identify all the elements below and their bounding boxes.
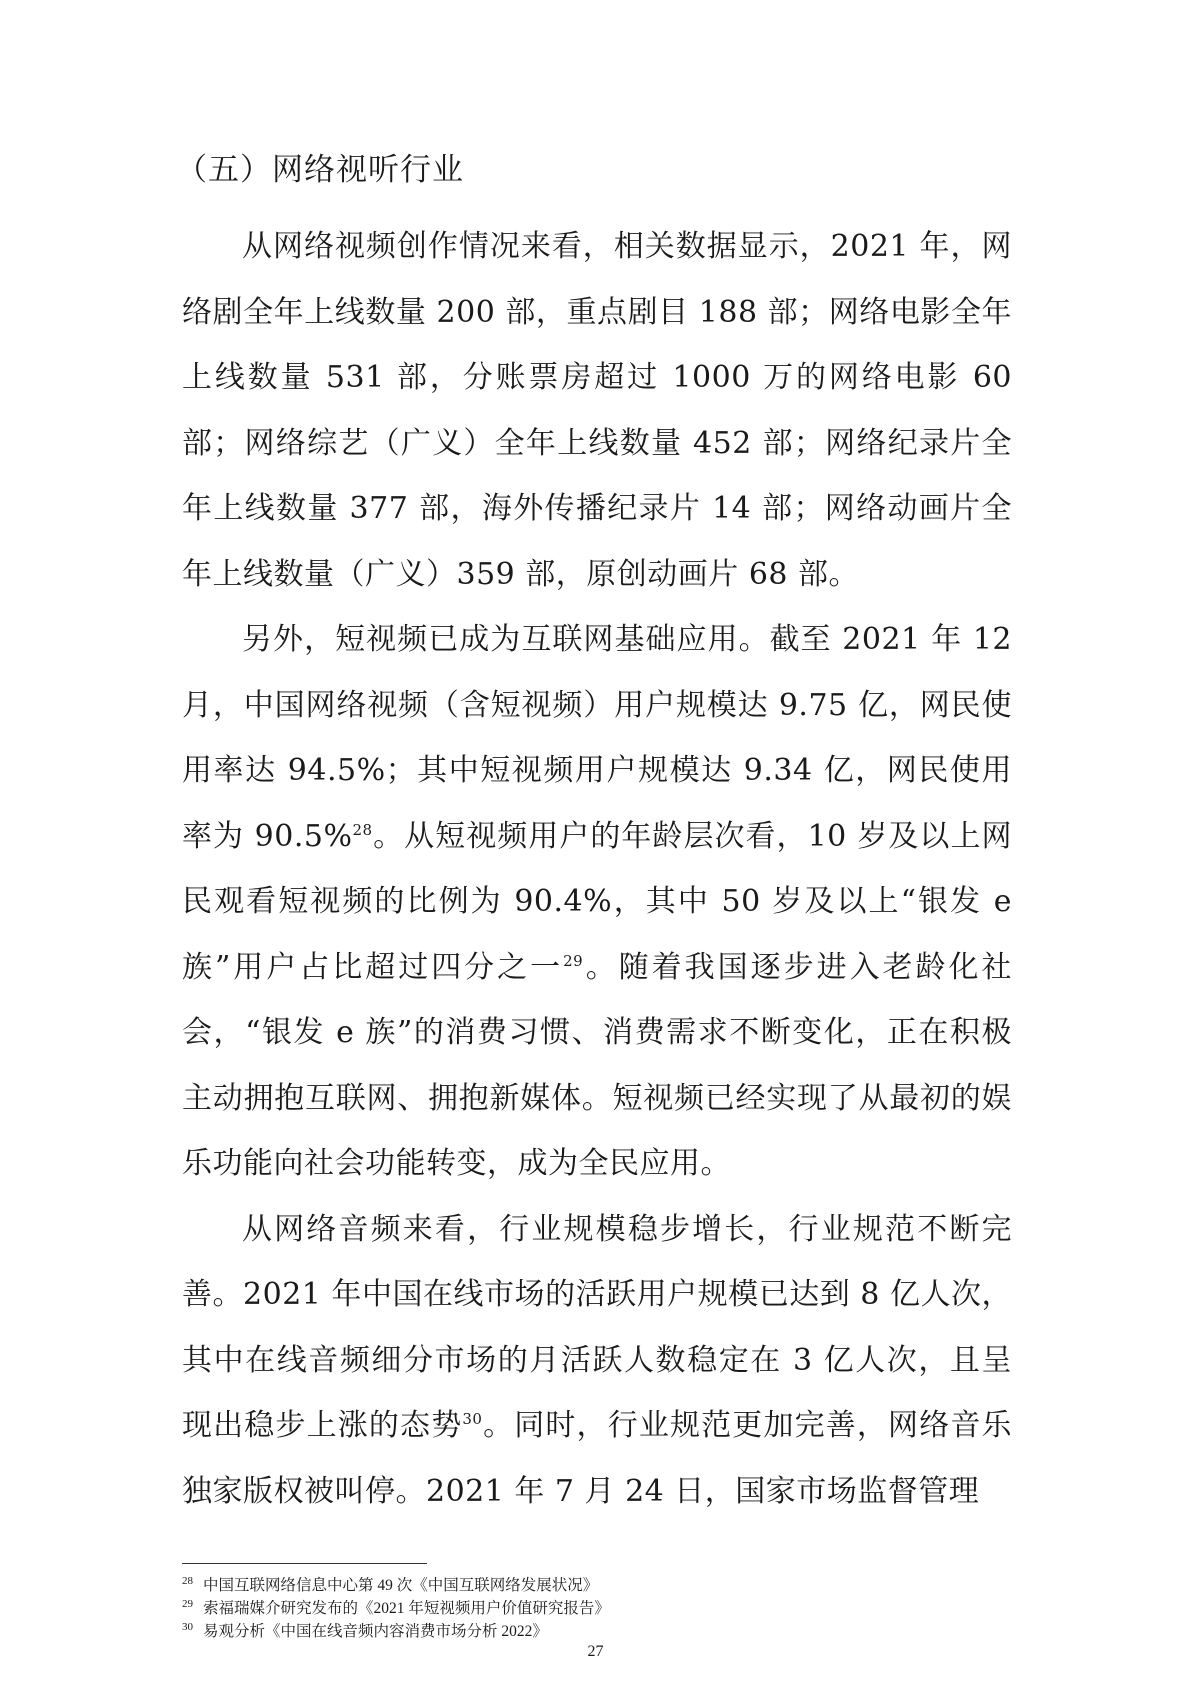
paragraph-text: 从网络音频来看，行业规模稳步增长，行业规范不断完善。2021 年中国在线市场的活跃用户规模已达到 8 亿人次，其中在线音频细分市场的月活跃人数稳定在 3 亿人次，且呈现出稳步上涨的态势 (182, 1211, 1012, 1443)
footnote-number: 28 (182, 1574, 193, 1587)
paragraph-video-production (182, 214, 1012, 607)
footnotes (182, 1574, 610, 1643)
paragraph-text: 。同时，行业规范更加完善，网络音乐独家版权被叫停。2021 年 7 月 24 日，国家市场监督管理 (182, 1408, 1013, 1509)
footnote-text: 易观分析《中国在线音频内容消费市场分析 2022》 (203, 1623, 548, 1640)
section-heading: （五）网络视听行业 (176, 152, 464, 188)
footnote-number: 29 (182, 1597, 193, 1610)
paragraph-short-video (182, 607, 1012, 1197)
paragraph-text: 。从短视频用户的年龄层次看，10 岁及以上网民观看短视频的比例为 90.4%，其中 50 岁及以上“银发 e 族”用户占比超过四分之一 (182, 818, 1012, 985)
paragraph-text: 另外，短视频已成为互联网基础应用。截至 2021 年 12 月，中国网络视频（含短视频）用户规模达 9.75 亿，网民使用率达 94.5%；其中短视频用户规模达 9.34 亿，网民使用率为 90.5% (182, 622, 1012, 854)
body-text (182, 214, 1012, 1524)
footnote-number: 30 (182, 1620, 193, 1633)
footnote-30 (182, 1620, 610, 1643)
paragraph-text: 从网络视频创作情况来看，相关数据显示，2021 年，网络剧全年上线数量 200 部，重点剧目 188 部；网络电影全年上线数量 531 部，分账票房超过 1000 万的网络电影 60 部；网络综艺（广义）全年上线数量 452 部；网络纪录片全年上线数量 377 部，海外传播纪录片 14 部；网络动画片全年上线数量（广义）359 部，原创动画片 68 部。 (182, 229, 1012, 592)
footnote-ref-30[interactable]: 30 (462, 1410, 483, 1428)
footnote-divider (182, 1563, 427, 1564)
footnote-29 (182, 1597, 610, 1620)
paragraph-text: 。随着我国逐步进入老龄化社会，“银发 e 族”的消费习惯、消费需求不断变化，正在积极主动拥抱互联网、拥抱新媒体。短视频已经实现了从最初的娱乐功能向社会功能转变，成为全民应用。 (182, 949, 1013, 1181)
footnote-text: 中国互联网络信息中心第 49 次《中国互联网络发展状况》 (203, 1577, 599, 1594)
footnote-28 (182, 1574, 610, 1597)
paragraph-audio (182, 1197, 1012, 1525)
footnote-ref-28[interactable]: 28 (352, 820, 373, 839)
page-number: 27 (587, 1643, 604, 1660)
footnote-ref-29[interactable]: 29 (563, 951, 584, 970)
footnote-text: 索福瑞媒介研究发布的《2021 年短视频用户价值研究报告》 (203, 1600, 610, 1617)
